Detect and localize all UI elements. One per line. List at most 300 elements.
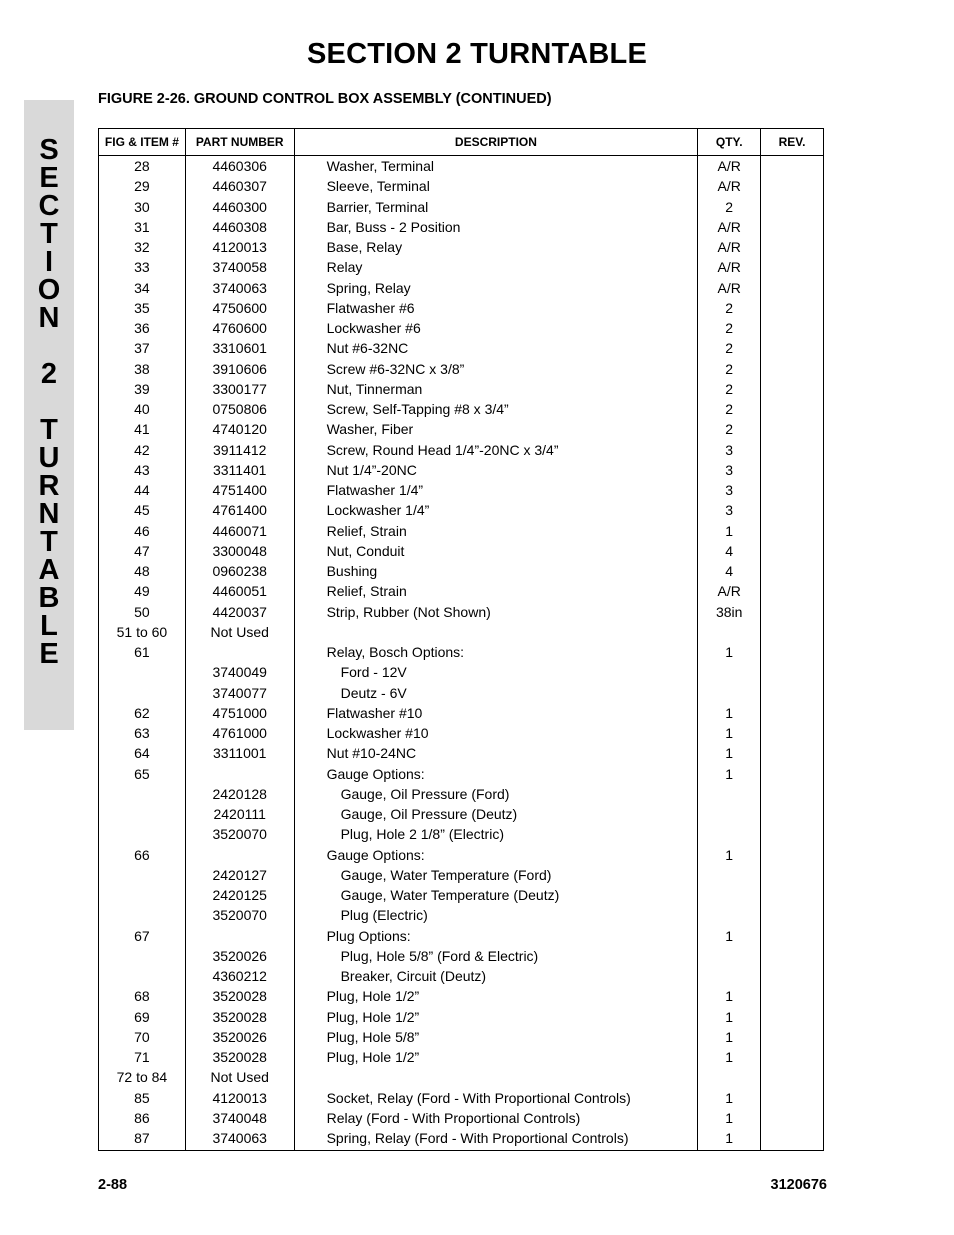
cell-qty: 4 bbox=[698, 561, 761, 581]
cell-rev bbox=[761, 885, 824, 905]
cell-description: Socket, Relay (Ford - With Proportional Controls) bbox=[294, 1088, 698, 1108]
cell-qty: 3 bbox=[698, 440, 761, 460]
side-tab-letter: N bbox=[38, 302, 60, 334]
table-row bbox=[99, 784, 824, 804]
table-row bbox=[99, 278, 824, 298]
table-row bbox=[99, 500, 824, 520]
cell-qty: A/R bbox=[698, 176, 761, 196]
cell-qty: 2 bbox=[698, 359, 761, 379]
cell-description: Gauge Options: bbox=[294, 845, 698, 865]
table-row bbox=[99, 602, 824, 622]
cell-qty: 3 bbox=[698, 460, 761, 480]
cell-rev bbox=[761, 237, 824, 257]
cell-rev bbox=[761, 784, 824, 804]
table-row bbox=[99, 217, 824, 237]
cell-rev bbox=[761, 480, 824, 500]
cell-description: Relief, Strain bbox=[294, 521, 698, 541]
cell-qty: 3 bbox=[698, 480, 761, 500]
cell-qty: 1 bbox=[698, 1088, 761, 1108]
cell-fig-item: 87 bbox=[99, 1128, 186, 1151]
cell-part-number: 3910606 bbox=[185, 359, 294, 379]
cell-part-number: 3300048 bbox=[185, 541, 294, 561]
cell-description: Flatwasher #10 bbox=[294, 703, 698, 723]
cell-fig-item: 28 bbox=[99, 156, 186, 177]
cell-description bbox=[294, 1067, 698, 1087]
side-tab-letter: E bbox=[39, 638, 59, 670]
cell-description: Flatwasher #6 bbox=[294, 298, 698, 318]
cell-fig-item: 61 bbox=[99, 642, 186, 662]
cell-part-number: 4420037 bbox=[185, 602, 294, 622]
cell-rev bbox=[761, 986, 824, 1006]
cell-qty: 2 bbox=[698, 379, 761, 399]
cell-qty: A/R bbox=[698, 278, 761, 298]
cell-rev bbox=[761, 703, 824, 723]
cell-rev bbox=[761, 1128, 824, 1151]
cell-rev bbox=[761, 1027, 824, 1047]
cell-rev bbox=[761, 298, 824, 318]
cell-part-number: Not Used bbox=[185, 1067, 294, 1087]
side-tab-letter: O bbox=[37, 274, 61, 306]
cell-rev bbox=[761, 359, 824, 379]
cell-part-number: 3911412 bbox=[185, 440, 294, 460]
cell-qty: 1 bbox=[698, 926, 761, 946]
cell-part-number: 3520026 bbox=[185, 1027, 294, 1047]
cell-qty: 1 bbox=[698, 986, 761, 1006]
cell-description: Breaker, Circuit (Deutz) bbox=[294, 966, 698, 986]
cell-qty bbox=[698, 966, 761, 986]
cell-description: Plug, Hole 1/2” bbox=[294, 1007, 698, 1027]
side-tab-letter: R bbox=[38, 470, 60, 502]
cell-fig-item: 50 bbox=[99, 602, 186, 622]
cell-description: Barrier, Terminal bbox=[294, 197, 698, 217]
table-row bbox=[99, 197, 824, 217]
cell-rev bbox=[761, 1047, 824, 1067]
cell-qty: 1 bbox=[698, 1027, 761, 1047]
cell-rev bbox=[761, 278, 824, 298]
cell-description: Washer, Terminal bbox=[294, 156, 698, 177]
cell-rev bbox=[761, 602, 824, 622]
table-row bbox=[99, 480, 824, 500]
cell-part-number: 4360212 bbox=[185, 966, 294, 986]
cell-description: Gauge, Water Temperature (Deutz) bbox=[294, 885, 698, 905]
cell-rev bbox=[761, 521, 824, 541]
cell-rev bbox=[761, 419, 824, 439]
cell-part-number: 3740049 bbox=[185, 662, 294, 682]
header-rev: REV. bbox=[761, 129, 824, 156]
cell-qty bbox=[698, 804, 761, 824]
cell-fig-item: 63 bbox=[99, 723, 186, 743]
cell-qty: 38in bbox=[698, 602, 761, 622]
section-side-tab bbox=[24, 100, 74, 730]
cell-part-number: 3300177 bbox=[185, 379, 294, 399]
table-row bbox=[99, 703, 824, 723]
table-row bbox=[99, 865, 824, 885]
cell-description: Plug, Hole 1/2” bbox=[294, 1047, 698, 1067]
cell-fig-item bbox=[99, 804, 186, 824]
cell-fig-item bbox=[99, 683, 186, 703]
table-row bbox=[99, 986, 824, 1006]
cell-description: Screw, Round Head 1/4”-20NC x 3/4” bbox=[294, 440, 698, 460]
cell-part-number: 0960238 bbox=[185, 561, 294, 581]
cell-description: Plug Options: bbox=[294, 926, 698, 946]
cell-qty bbox=[698, 683, 761, 703]
cell-fig-item: 43 bbox=[99, 460, 186, 480]
cell-qty bbox=[698, 1067, 761, 1087]
cell-fig-item: 65 bbox=[99, 764, 186, 784]
cell-rev bbox=[761, 1067, 824, 1087]
side-tab-letter: B bbox=[38, 582, 60, 614]
header-part-number: PART NUMBER bbox=[185, 129, 294, 156]
side-tab-letter: T bbox=[40, 414, 58, 446]
table-row bbox=[99, 1128, 824, 1151]
parts-table bbox=[98, 128, 824, 1151]
cell-rev bbox=[761, 966, 824, 986]
table-row bbox=[99, 581, 824, 601]
table-row bbox=[99, 743, 824, 763]
cell-qty: 2 bbox=[698, 197, 761, 217]
cell-fig-item: 51 to 60 bbox=[99, 622, 186, 642]
cell-part-number: 4460071 bbox=[185, 521, 294, 541]
cell-part-number: 3520026 bbox=[185, 946, 294, 966]
header-description: DESCRIPTION bbox=[294, 129, 698, 156]
table-row bbox=[99, 1088, 824, 1108]
cell-rev bbox=[761, 622, 824, 642]
cell-part-number bbox=[185, 926, 294, 946]
side-tab-letter: A bbox=[38, 554, 60, 586]
cell-fig-item: 72 to 84 bbox=[99, 1067, 186, 1087]
table-row bbox=[99, 379, 824, 399]
cell-qty: 2 bbox=[698, 318, 761, 338]
cell-fig-item: 71 bbox=[99, 1047, 186, 1067]
cell-rev bbox=[761, 804, 824, 824]
cell-rev bbox=[761, 743, 824, 763]
cell-description: Relay (Ford - With Proportional Controls) bbox=[294, 1108, 698, 1128]
cell-part-number: 3740058 bbox=[185, 257, 294, 277]
cell-fig-item: 47 bbox=[99, 541, 186, 561]
cell-fig-item: 33 bbox=[99, 257, 186, 277]
cell-rev bbox=[761, 662, 824, 682]
cell-description: Flatwasher 1/4” bbox=[294, 480, 698, 500]
table-row bbox=[99, 460, 824, 480]
side-tab-letter: 2 bbox=[40, 358, 58, 390]
cell-qty: 1 bbox=[698, 642, 761, 662]
cell-description bbox=[294, 622, 698, 642]
cell-rev bbox=[761, 561, 824, 581]
cell-fig-item: 35 bbox=[99, 298, 186, 318]
header-fig-item: FIG & ITEM # bbox=[99, 129, 186, 156]
cell-fig-item: 38 bbox=[99, 359, 186, 379]
cell-part-number: 4750600 bbox=[185, 298, 294, 318]
cell-part-number: 4460308 bbox=[185, 217, 294, 237]
table-row bbox=[99, 156, 824, 177]
cell-rev bbox=[761, 683, 824, 703]
cell-rev bbox=[761, 541, 824, 561]
cell-description: Relief, Strain bbox=[294, 581, 698, 601]
cell-part-number: Not Used bbox=[185, 622, 294, 642]
table-row bbox=[99, 622, 824, 642]
cell-fig-item: 86 bbox=[99, 1108, 186, 1128]
cell-part-number bbox=[185, 642, 294, 662]
cell-description: Bar, Buss - 2 Position bbox=[294, 217, 698, 237]
cell-qty: 1 bbox=[698, 703, 761, 723]
cell-fig-item: 66 bbox=[99, 845, 186, 865]
cell-fig-item: 42 bbox=[99, 440, 186, 460]
table-row bbox=[99, 642, 824, 662]
cell-fig-item: 30 bbox=[99, 197, 186, 217]
cell-description: Nut #10-24NC bbox=[294, 743, 698, 763]
cell-part-number: 3520028 bbox=[185, 986, 294, 1006]
cell-rev bbox=[761, 905, 824, 925]
table-row bbox=[99, 338, 824, 358]
cell-qty: A/R bbox=[698, 237, 761, 257]
cell-description: Lockwasher #10 bbox=[294, 723, 698, 743]
table-row bbox=[99, 824, 824, 844]
cell-description: Screw #6-32NC x 3/8” bbox=[294, 359, 698, 379]
cell-fig-item: 44 bbox=[99, 480, 186, 500]
cell-part-number: 2420127 bbox=[185, 865, 294, 885]
cell-fig-item: 41 bbox=[99, 419, 186, 439]
page-number: 2-88 bbox=[98, 1177, 128, 1193]
table-row bbox=[99, 926, 824, 946]
cell-part-number: 3740063 bbox=[185, 1128, 294, 1151]
cell-rev bbox=[761, 440, 824, 460]
cell-rev bbox=[761, 1108, 824, 1128]
table-row bbox=[99, 399, 824, 419]
cell-rev bbox=[761, 1007, 824, 1027]
cell-part-number: 2420128 bbox=[185, 784, 294, 804]
table-row bbox=[99, 440, 824, 460]
cell-description: Nut, Tinnerman bbox=[294, 379, 698, 399]
cell-rev bbox=[761, 176, 824, 196]
cell-part-number: 3740048 bbox=[185, 1108, 294, 1128]
table-row bbox=[99, 1027, 824, 1047]
table-row bbox=[99, 764, 824, 784]
cell-rev bbox=[761, 197, 824, 217]
cell-fig-item: 39 bbox=[99, 379, 186, 399]
cell-description: Bushing bbox=[294, 561, 698, 581]
cell-fig-item: 34 bbox=[99, 278, 186, 298]
cell-description: Strip, Rubber (Not Shown) bbox=[294, 602, 698, 622]
cell-description: Relay, Bosch Options: bbox=[294, 642, 698, 662]
cell-description: Plug (Electric) bbox=[294, 905, 698, 925]
cell-part-number: 4740120 bbox=[185, 419, 294, 439]
cell-description: Plug, Hole 1/2” bbox=[294, 986, 698, 1006]
table-row bbox=[99, 561, 824, 581]
parts-table-body bbox=[99, 156, 824, 1151]
table-row bbox=[99, 257, 824, 277]
cell-part-number: 3310601 bbox=[185, 338, 294, 358]
cell-qty bbox=[698, 905, 761, 925]
cell-fig-item: 45 bbox=[99, 500, 186, 520]
cell-description: Spring, Relay (Ford - With Proportional Controls) bbox=[294, 1128, 698, 1151]
cell-rev bbox=[761, 379, 824, 399]
cell-qty: 4 bbox=[698, 541, 761, 561]
cell-part-number: 4460307 bbox=[185, 176, 294, 196]
side-tab-letter: T bbox=[40, 218, 58, 250]
cell-description: Nut #6-32NC bbox=[294, 338, 698, 358]
cell-part-number bbox=[185, 764, 294, 784]
cell-part-number: 3520028 bbox=[185, 1047, 294, 1067]
cell-part-number: 2420111 bbox=[185, 804, 294, 824]
cell-part-number: 4760600 bbox=[185, 318, 294, 338]
cell-fig-item bbox=[99, 885, 186, 905]
cell-fig-item: 37 bbox=[99, 338, 186, 358]
figure-title: FIGURE 2-26. GROUND CONTROL BOX ASSEMBLY (CONTINUED) bbox=[98, 91, 552, 107]
cell-part-number: 4120013 bbox=[185, 1088, 294, 1108]
cell-qty: 2 bbox=[698, 419, 761, 439]
cell-description: Plug, Hole 5/8” (Ford & Electric) bbox=[294, 946, 698, 966]
cell-fig-item bbox=[99, 662, 186, 682]
cell-fig-item bbox=[99, 824, 186, 844]
cell-part-number: 4460300 bbox=[185, 197, 294, 217]
cell-qty: A/R bbox=[698, 257, 761, 277]
document-number: 3120676 bbox=[770, 1177, 827, 1193]
cell-part-number: 2420125 bbox=[185, 885, 294, 905]
cell-fig-item: 48 bbox=[99, 561, 186, 581]
cell-description: Sleeve, Terminal bbox=[294, 176, 698, 196]
cell-qty bbox=[698, 885, 761, 905]
cell-rev bbox=[761, 926, 824, 946]
cell-description: Nut, Conduit bbox=[294, 541, 698, 561]
table-row bbox=[99, 723, 824, 743]
cell-part-number: 4460051 bbox=[185, 581, 294, 601]
cell-description: Washer, Fiber bbox=[294, 419, 698, 439]
side-tab-letter: E bbox=[39, 162, 59, 194]
header-qty: QTY. bbox=[698, 129, 761, 156]
cell-qty: A/R bbox=[698, 581, 761, 601]
cell-qty: 1 bbox=[698, 1047, 761, 1067]
cell-part-number: 3740077 bbox=[185, 683, 294, 703]
cell-qty: 1 bbox=[698, 1007, 761, 1027]
cell-description: Gauge, Water Temperature (Ford) bbox=[294, 865, 698, 885]
cell-qty: 2 bbox=[698, 338, 761, 358]
cell-rev bbox=[761, 1088, 824, 1108]
cell-description: Gauge Options: bbox=[294, 764, 698, 784]
cell-fig-item: 31 bbox=[99, 217, 186, 237]
cell-rev bbox=[761, 581, 824, 601]
table-row bbox=[99, 845, 824, 865]
cell-qty: 2 bbox=[698, 298, 761, 318]
cell-rev bbox=[761, 156, 824, 177]
cell-qty: 1 bbox=[698, 743, 761, 763]
cell-fig-item: 62 bbox=[99, 703, 186, 723]
cell-qty: 1 bbox=[698, 845, 761, 865]
cell-fig-item bbox=[99, 966, 186, 986]
side-tab-letter: C bbox=[38, 190, 60, 222]
cell-fig-item: 49 bbox=[99, 581, 186, 601]
cell-description: Plug, Hole 2 1/8” (Electric) bbox=[294, 824, 698, 844]
cell-qty bbox=[698, 662, 761, 682]
table-row bbox=[99, 683, 824, 703]
table-row bbox=[99, 1067, 824, 1087]
cell-rev bbox=[761, 318, 824, 338]
cell-qty bbox=[698, 622, 761, 642]
cell-rev bbox=[761, 460, 824, 480]
table-row bbox=[99, 804, 824, 824]
table-row bbox=[99, 419, 824, 439]
cell-fig-item: 69 bbox=[99, 1007, 186, 1027]
cell-qty bbox=[698, 865, 761, 885]
cell-qty: 1 bbox=[698, 764, 761, 784]
cell-part-number: 4761400 bbox=[185, 500, 294, 520]
cell-description: Nut 1/4”-20NC bbox=[294, 460, 698, 480]
cell-qty: A/R bbox=[698, 156, 761, 177]
cell-part-number: 3520070 bbox=[185, 824, 294, 844]
side-tab-letter: S bbox=[39, 134, 59, 166]
cell-fig-item: 32 bbox=[99, 237, 186, 257]
cell-part-number bbox=[185, 845, 294, 865]
cell-description: Ford - 12V bbox=[294, 662, 698, 682]
cell-rev bbox=[761, 338, 824, 358]
cell-qty: 3 bbox=[698, 500, 761, 520]
cell-part-number: 4751000 bbox=[185, 703, 294, 723]
cell-fig-item: 64 bbox=[99, 743, 186, 763]
cell-qty bbox=[698, 824, 761, 844]
table-row bbox=[99, 176, 824, 196]
cell-description: Plug, Hole 5/8” bbox=[294, 1027, 698, 1047]
cell-qty: 1 bbox=[698, 1108, 761, 1128]
cell-rev bbox=[761, 500, 824, 520]
cell-rev bbox=[761, 946, 824, 966]
side-tab-letter: N bbox=[38, 498, 60, 530]
cell-qty bbox=[698, 784, 761, 804]
cell-fig-item bbox=[99, 946, 186, 966]
cell-fig-item: 70 bbox=[99, 1027, 186, 1047]
table-row bbox=[99, 966, 824, 986]
cell-qty: 1 bbox=[698, 521, 761, 541]
cell-description: Deutz - 6V bbox=[294, 683, 698, 703]
cell-rev bbox=[761, 723, 824, 743]
table-row bbox=[99, 905, 824, 925]
cell-fig-item: 67 bbox=[99, 926, 186, 946]
side-tab-letter: U bbox=[38, 442, 60, 474]
cell-part-number: 0750806 bbox=[185, 399, 294, 419]
table-row bbox=[99, 1108, 824, 1128]
cell-part-number: 3520028 bbox=[185, 1007, 294, 1027]
table-row bbox=[99, 237, 824, 257]
cell-fig-item: 46 bbox=[99, 521, 186, 541]
cell-qty bbox=[698, 946, 761, 966]
cell-rev bbox=[761, 399, 824, 419]
side-tab-letter: I bbox=[44, 246, 54, 278]
cell-fig-item: 40 bbox=[99, 399, 186, 419]
cell-fig-item bbox=[99, 865, 186, 885]
cell-rev bbox=[761, 865, 824, 885]
table-row bbox=[99, 946, 824, 966]
cell-qty: A/R bbox=[698, 217, 761, 237]
cell-fig-item: 68 bbox=[99, 986, 186, 1006]
cell-fig-item bbox=[99, 905, 186, 925]
cell-qty: 1 bbox=[698, 723, 761, 743]
table-row bbox=[99, 541, 824, 561]
cell-rev bbox=[761, 642, 824, 662]
cell-part-number: 4751400 bbox=[185, 480, 294, 500]
side-tab-letter: L bbox=[40, 610, 58, 642]
table-row bbox=[99, 359, 824, 379]
side-tab-letter: T bbox=[40, 526, 58, 558]
table-row bbox=[99, 1007, 824, 1027]
cell-fig-item: 29 bbox=[99, 176, 186, 196]
table-row bbox=[99, 1047, 824, 1067]
cell-description: Lockwasher 1/4” bbox=[294, 500, 698, 520]
cell-rev bbox=[761, 845, 824, 865]
table-row bbox=[99, 318, 824, 338]
cell-part-number: 3311001 bbox=[185, 743, 294, 763]
cell-rev bbox=[761, 217, 824, 237]
cell-description: Gauge, Oil Pressure (Deutz) bbox=[294, 804, 698, 824]
table-row bbox=[99, 662, 824, 682]
cell-rev bbox=[761, 764, 824, 784]
